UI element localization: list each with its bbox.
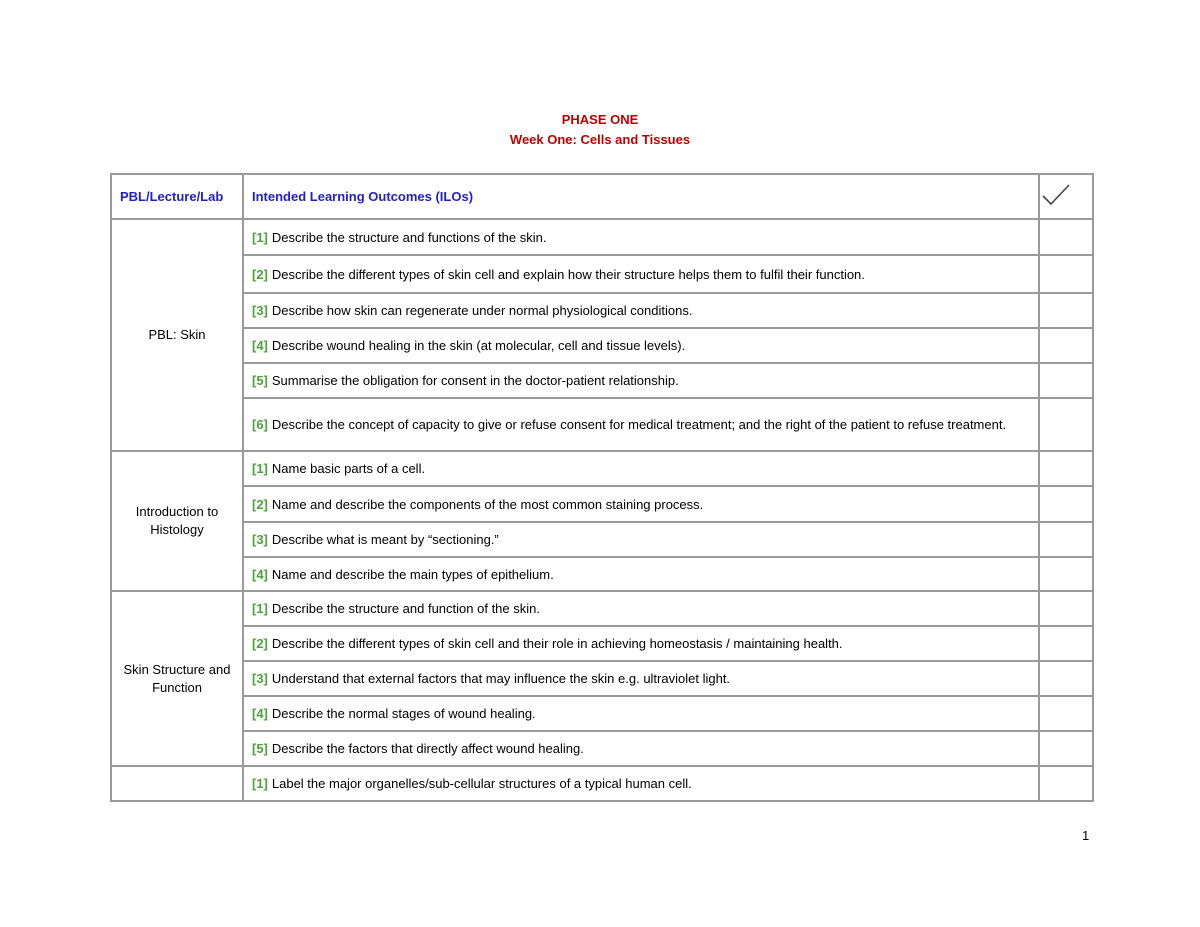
ilo-number: [1] [252,776,268,791]
ilo-cell [243,293,1039,328]
check-cell[interactable] [1039,766,1093,801]
ilo-cell [243,731,1039,766]
check-cell[interactable] [1039,255,1093,293]
table-header-row [111,174,1093,219]
session-cell [111,766,243,801]
ilo-number: [4] [252,338,268,353]
ilo-row [111,557,1093,591]
page-number: 1 [1082,828,1090,843]
ilo-row [111,661,1093,696]
ilo-number: [2] [252,636,268,651]
ilo-text: Label the major organelles/sub-cellular structures of a typical human cell. [271,776,692,791]
ilo-row [111,451,1093,486]
ilo-cell [243,451,1039,486]
ilo-cell [243,661,1039,696]
ilo-text: Describe the different types of skin cell and their role in achieving homeostasis / maintaining health. [271,636,843,651]
ilo-row [111,591,1093,626]
ilo-cell [243,363,1039,398]
check-cell[interactable] [1039,591,1093,626]
check-cell[interactable] [1039,363,1093,398]
ilo-cell [243,766,1039,801]
ilo-number: [2] [252,266,268,282]
check-cell[interactable] [1039,451,1093,486]
check-cell[interactable] [1039,557,1093,591]
ilo-row [111,766,1093,801]
check-cell[interactable] [1039,626,1093,661]
session-cell: PBL: Skin [111,219,243,451]
ilo-row [111,486,1093,522]
check-cell[interactable] [1039,328,1093,363]
check-cell[interactable] [1039,486,1093,522]
ilo-text: Summarise the obligation for consent in the doctor-patient relationship. [271,373,679,388]
ilo-table [110,173,1094,802]
week-title: Week One: Cells and Tissues [509,132,691,147]
ilo-cell [243,219,1039,255]
ilo-text: Describe the factors that directly affect wound healing. [271,741,584,756]
ilo-row [111,293,1093,328]
ilo-cell [243,398,1039,451]
ilo-text: Describe how skin can regenerate under normal physiological conditions. [271,303,693,318]
check-cell[interactable] [1039,398,1093,451]
ilo-text: Describe wound healing in the skin (at molecular, cell and tissue levels). [271,338,686,353]
ilo-number: [1] [252,461,268,476]
ilo-row [111,731,1093,766]
ilo-cell [243,255,1039,293]
ilo-number: [1] [252,601,268,616]
ilo-text: Describe the structure and functions of the skin. [271,229,547,245]
ilo-number: [3] [252,303,268,318]
ilo-row [111,398,1093,451]
ilo-number: [4] [252,706,268,721]
session-column-header: PBL/Lecture/Lab [111,174,243,219]
ilo-text: Describe what is meant by “sectioning.” [271,532,499,547]
ilo-cell [243,591,1039,626]
check-cell[interactable] [1039,696,1093,731]
ilo-row [111,328,1093,363]
ilo-number: [6] [252,417,268,432]
ilo-number: [5] [252,373,268,388]
ilo-cell [243,696,1039,731]
ilo-row [111,363,1093,398]
ilo-cell [243,522,1039,557]
ilo-number: [5] [252,741,268,756]
ilo-number: [3] [252,532,268,547]
ilo-number: [1] [252,229,268,245]
ilo-cell [243,328,1039,363]
ilo-text: Name and describe the components of the most common staining process. [271,496,704,512]
ilo-cell [243,486,1039,522]
check-cell[interactable] [1039,219,1093,255]
check-column-header [1039,174,1093,219]
ilo-text: Understand that external factors that may influence the skin e.g. ultraviolet light. [271,671,731,686]
check-cell[interactable] [1039,731,1093,766]
ilo-number: [4] [252,566,268,582]
ilo-text: Describe the concept of capacity to give or refuse consent for medical treatment; and the right of the patient to refuse treatment. [271,417,1007,432]
ilo-text: Describe the different types of skin cell and explain how their structure helps them to fulfil their function. [271,266,865,282]
ilo-column-header: Intended Learning Outcomes (ILOs) [243,174,1039,219]
ilo-row [111,696,1093,731]
ilo-text: Name basic parts of a cell. [271,461,426,476]
ilo-text: Name and describe the main types of epithelium. [271,566,554,582]
ilo-row [111,219,1093,255]
ilo-cell [243,557,1039,591]
ilo-row [111,255,1093,293]
check-cell[interactable] [1039,522,1093,557]
ilo-row [111,626,1093,661]
ilo-number: [2] [252,496,268,512]
ilo-cell [243,626,1039,661]
check-cell[interactable] [1039,293,1093,328]
ilo-number: [3] [252,671,268,686]
session-cell: Introduction to Histology [111,451,243,591]
checkmark-icon [1040,182,1072,208]
ilo-row [111,522,1093,557]
check-cell[interactable] [1039,661,1093,696]
ilo-text: Describe the normal stages of wound healing. [271,706,536,721]
session-cell: Skin Structure and Function [111,591,243,766]
ilo-text: Describe the structure and function of the skin. [271,601,540,616]
phase-title: PHASE ONE [561,112,639,127]
